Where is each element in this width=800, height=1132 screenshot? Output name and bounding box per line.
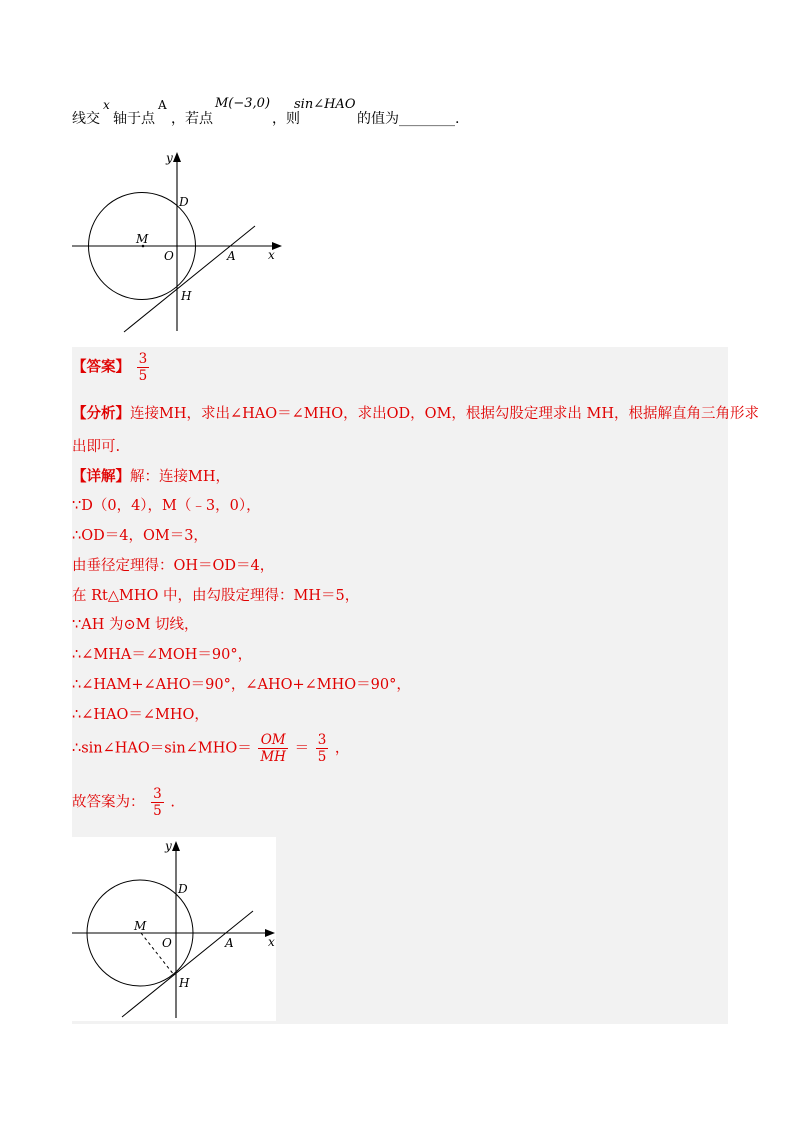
detail-step: ∴∠HAO＝∠MHO， bbox=[72, 707, 209, 723]
question-prefix: 线交 bbox=[72, 111, 100, 127]
question-line bbox=[72, 96, 752, 132]
answer-numerator: 3 bbox=[138, 351, 148, 367]
point-o-label: O bbox=[164, 249, 174, 263]
detail-step: ∵D（0，4），M（﹣3，0）， bbox=[72, 498, 261, 514]
analysis-text-1: 连接MH，求出∠HAO＝∠MHO，求出OD，OM，根据勾股定理求出 MH，根据解直角三角形求 bbox=[130, 406, 760, 422]
question-axis-text: 轴于点 bbox=[113, 111, 155, 127]
final-denominator: 5 bbox=[153, 803, 162, 819]
detail-intro: 解：连接MH， bbox=[130, 469, 230, 485]
equals-sign: ＝ bbox=[294, 740, 310, 757]
detail-step: 在 Rt△MHO 中，由勾股定理得：MH＝5， bbox=[72, 588, 360, 604]
final-fraction bbox=[151, 786, 164, 819]
answer-section bbox=[72, 347, 760, 1024]
final-numerator: 3 bbox=[153, 786, 162, 802]
detail-step: ∴∠MHA＝∠MOH＝90°， bbox=[72, 647, 253, 663]
question-then: ，则 bbox=[272, 111, 300, 127]
question-value-of: 的值为________. bbox=[357, 111, 460, 127]
point-d-label: D bbox=[179, 195, 189, 209]
final-suffix: . bbox=[170, 794, 175, 811]
sin-expression: sin∠HAO bbox=[294, 97, 356, 112]
point-m-expression: M(−3,0) bbox=[215, 96, 271, 111]
final-answer-line bbox=[72, 786, 175, 819]
detail-step: ∴∠HAM+∠AHO＝90°，∠AHO+∠MHO＝90°， bbox=[72, 677, 411, 693]
result-denominator: 5 bbox=[317, 749, 327, 765]
detail-step: ∵AH 为⊙M 切线， bbox=[72, 617, 199, 633]
detail-step: ∴OD＝4，OM＝3， bbox=[72, 528, 208, 544]
answer-tag: 【答案】 bbox=[72, 358, 130, 376]
detail-step: 由垂径定理得：OH＝OD＝4， bbox=[72, 558, 275, 574]
sin-equation-prefix: ∴sin∠HAO＝sin∠MHO＝ bbox=[72, 740, 252, 757]
answer-denominator: 5 bbox=[138, 368, 148, 384]
point-a-figure-label: A bbox=[225, 936, 234, 950]
mh-denominator: MH bbox=[260, 749, 286, 765]
result-numerator: 3 bbox=[317, 732, 327, 748]
sin-equation-line bbox=[72, 732, 349, 765]
question-if-point: ，若点 bbox=[171, 111, 213, 127]
detail-tag: 【详解】 bbox=[72, 468, 130, 485]
result-fraction bbox=[316, 732, 329, 765]
point-a-figure-label: A bbox=[227, 249, 236, 263]
om-numerator: OM bbox=[260, 732, 286, 748]
point-m-label: M bbox=[136, 232, 149, 246]
final-answer-prefix: 故答案为： bbox=[72, 794, 145, 811]
point-d-label: D bbox=[178, 882, 188, 896]
detail-line-intro bbox=[72, 465, 230, 486]
point-m-label: M bbox=[134, 919, 147, 933]
point-h-label: H bbox=[179, 976, 190, 990]
y-axis-label: y bbox=[165, 839, 172, 853]
analysis-line-2: 出即可. bbox=[72, 439, 121, 455]
circle-tangent-figure bbox=[72, 148, 282, 338]
point-a-label: A bbox=[158, 98, 167, 112]
answer-line bbox=[72, 351, 151, 384]
solution-figure bbox=[72, 837, 282, 1021]
equation-suffix: ， bbox=[334, 740, 350, 757]
x-variable: x bbox=[103, 98, 110, 112]
point-h-label: H bbox=[181, 289, 192, 303]
x-axis-label: x bbox=[268, 248, 275, 262]
y-axis-label: y bbox=[166, 151, 173, 165]
analysis-tag: 【分析】 bbox=[72, 405, 130, 422]
x-axis-label: x bbox=[268, 935, 275, 949]
om-over-mh-fraction bbox=[258, 732, 288, 765]
answer-fraction bbox=[137, 351, 150, 384]
point-o-label: O bbox=[162, 936, 172, 950]
analysis-line-1 bbox=[72, 402, 759, 423]
